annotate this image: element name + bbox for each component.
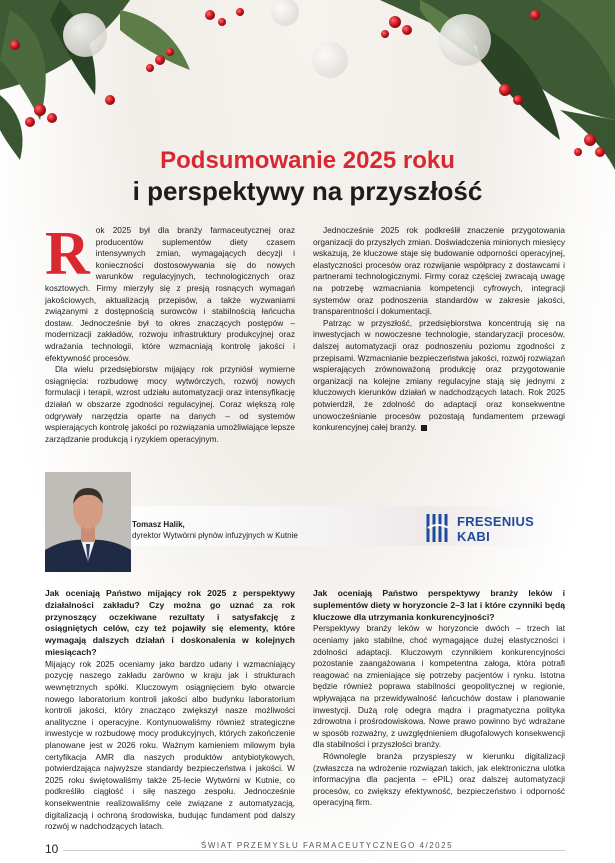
logo-text-top: FRESENIUS	[457, 514, 535, 529]
page-footer	[45, 842, 565, 856]
interview-left-column	[45, 588, 295, 833]
intro-paragraph: Dla wielu przedsiębiorstw mijający rok przyniósł wymierne osiągnięcia: rozbudowę mocy wytwórczych, rozwój nowych formulacji i terapii, wzrost udziału automatyzacji oraz intensyfikację działań w obszarze zgodności regulacyjnej. Coraz większą rolę odgrywały narzędzia oparte na danych – od systemów wspierających kontrolę jakości po rozwiązania umożliwiające lepsze zarządzanie produkcją i ryzykiem operacyjnym.	[45, 364, 295, 444]
answer-1: Mijający rok 2025 oceniamy jako bardzo udany i wzmacniający pozycję naszego zakładu zarówno w kraju jak i strukturach wewnętrznych spółki. Kluczowym osiągnięciem było otwarcie nowego laboratorium kontroli jakości albo budynku laboratorium kontroli jakości, który znacząco zwiększył nasze możliwości analityczne i operacyjne. Kontynuowaliśmy również strategiczne inwestycje w rozbudowę mocy produkcyjnych, których zakończenie planowane jest w 2026 roku. Ważnym kamieniem milowym była certyfikacja AMR dla naszych produktów antybiotykowych, potwierdzająca najwyższe standardy bezpieczeństwa i jakości. W 2025 roku świętowaliśmy także 25-lecie Wytwórni w Kutnie, co podkreśliło ciągłość i siłę naszego zespołu. Jednocześnie konsekwentnie realizowaliśmy cele związane z automatyzacją, digitalizacją i ochroną środowiska, budując fundament pod dalszy rozwój w nadchodzących latach.	[45, 658, 295, 832]
magazine-title: ŚWIAT PRZEMYSŁU FARMACEUTYCZNEGO 4/2025	[195, 841, 459, 850]
drop-cap: R	[45, 220, 90, 288]
logo-text-bottom: KABI	[457, 529, 490, 544]
answer-2-paragraph: Perspektywy branży leków w horyzoncie dwóch – trzech lat oceniamy jako stabilne, choć wymagające dużej elastyczności i zdolności adaptacji. Kluczowym czynnikiem konkurencyjności pozostanie zaangażowana i kompetentna załoga, która potrafi reagować na zmieniające się potrzeby pacjentów i rynku. Istotna będzie również poprawa stabilności geopolitycznej w regionie, wpływająca na przewidywalność łańcuchów dostaw i planowanie inwestycji. Dużą rolę odegra mądra i pragmatyczna polityka zdrowotna i prośrodowiskowa. Nowe prawo powinno być wdrażane w sposób rozważny, z uwzględnieniem długofalowych konsekwencji dla stabilności i przyszłości branży.	[313, 623, 565, 750]
end-mark-icon	[421, 425, 427, 431]
person-role: dyrektor Wytwórni płynów infuzyjnych w Kutnie	[132, 531, 298, 540]
headline-line-1: Podsumowanie 2025 roku	[160, 147, 455, 174]
page-number: 10	[45, 842, 59, 856]
intro-paragraph-text: Patrząc w przyszłość, przedsiębiorstwa koncentrują się na inwestycjach w nowoczesne technologie, standaryzacji procesów, dalszej automatyzacji oraz podnoszeniu poziomu zgodności z przepisami. Wzmacnianie bezpieczeństwa jakości, rozwój rozwiązań wspierających zrównoważoną produkcję oraz przygotowanie organizacji na kolejne zmiany regulacyjne stają się jednymi z kluczowych kierunków działań w nadchodzących latach. Rok 2025 potwierdził, że zdolność do adaptacji oraz konsekwentne unowocześnianie procesów pozostają fundamentem przewagi konkurencyjnej całej branży.	[313, 317, 565, 433]
portrait-photo	[45, 472, 131, 572]
right-branch	[380, 0, 615, 170]
intro-right-column	[313, 225, 565, 434]
profile-band	[45, 472, 565, 572]
fresenius-kabi-logo	[425, 512, 565, 546]
headline-line-2: i perspektywy na przyszłość	[132, 176, 483, 206]
person-name: Tomasz Halik,	[132, 520, 185, 529]
answer-2-paragraph: Równolegle branża przyspieszy w kierunku digitalizacji (zwłaszcza na wdrożenie rozwiązań takich, jak elektroniczna ulotka informacyjna dla pacjenta – ePIL) oraz dalszej automatyzacji procesów, co zwiększy efektywność, bezpieczeństwo i odporność operacyjną firm.	[313, 750, 565, 808]
intro-left-column	[45, 220, 295, 445]
intro-paragraph	[313, 318, 565, 434]
question-1: Jak oceniają Państwo mijający rok 2025 z perspektywy działalności zakładu? Czy można go uznać za rok przynoszący oczekiwane rezultaty i satysfakcję z osiągniętych celów, czy też pojawiły się elementy, które wymagają dalszych działań i doskonalenia w kolejnych miesiącach?	[45, 588, 295, 657]
footer-divider	[63, 850, 565, 851]
question-2: Jak oceniają Państwo perspektywy branży leków i suplementów diety w horyzoncie 2–3 lat i które czynniki będą kluczowe dla utrzymania konkurencyjności?	[313, 588, 565, 622]
intro-paragraph: Jednocześnie 2025 rok podkreślił znaczenie przygotowania organizacji do przyszłych zmian. Doświadczenia minionych miesięcy wskazują, że kluczowe staje się budowanie odporności operacyjnej, elastyczności procesów oraz rozwijanie współpracy z dostawcami i partnerami technologicznymi. Firmy coraz częściej zwracają uwagę na potrzebę wzmacniania kompetencji cyfrowych, integracji systemów oraz podnoszenia standardów w zakresie jakości, transparentności i dokumentacji.	[313, 225, 565, 317]
intro-paragraph: ok 2025 był dla branży farmaceutycznej oraz producentów suplementów diety czasem intensywnych zmian, wymagających decyzji i konieczności dostosowywania się do nowych warunków regulacyjnych, technologicznych oraz kosztowych. Firmy mierzyły się z presją rosnących wymagań jakościowych, aktualizacją przepisów, a także wyzwaniami związanymi z dostępnością surowców i stabilnością łańcucha dostaw. Jednocześnie był to okres znaczących postępów – modernizacji zakładów, rozwoju infrastruktury produkcyjnej oraz wdrażania technologii, które wzmacniają kontrolę jakości i efektywność procesów.	[45, 225, 295, 363]
fresenius-logo-icon	[425, 512, 453, 544]
interview-right-column	[313, 588, 565, 809]
